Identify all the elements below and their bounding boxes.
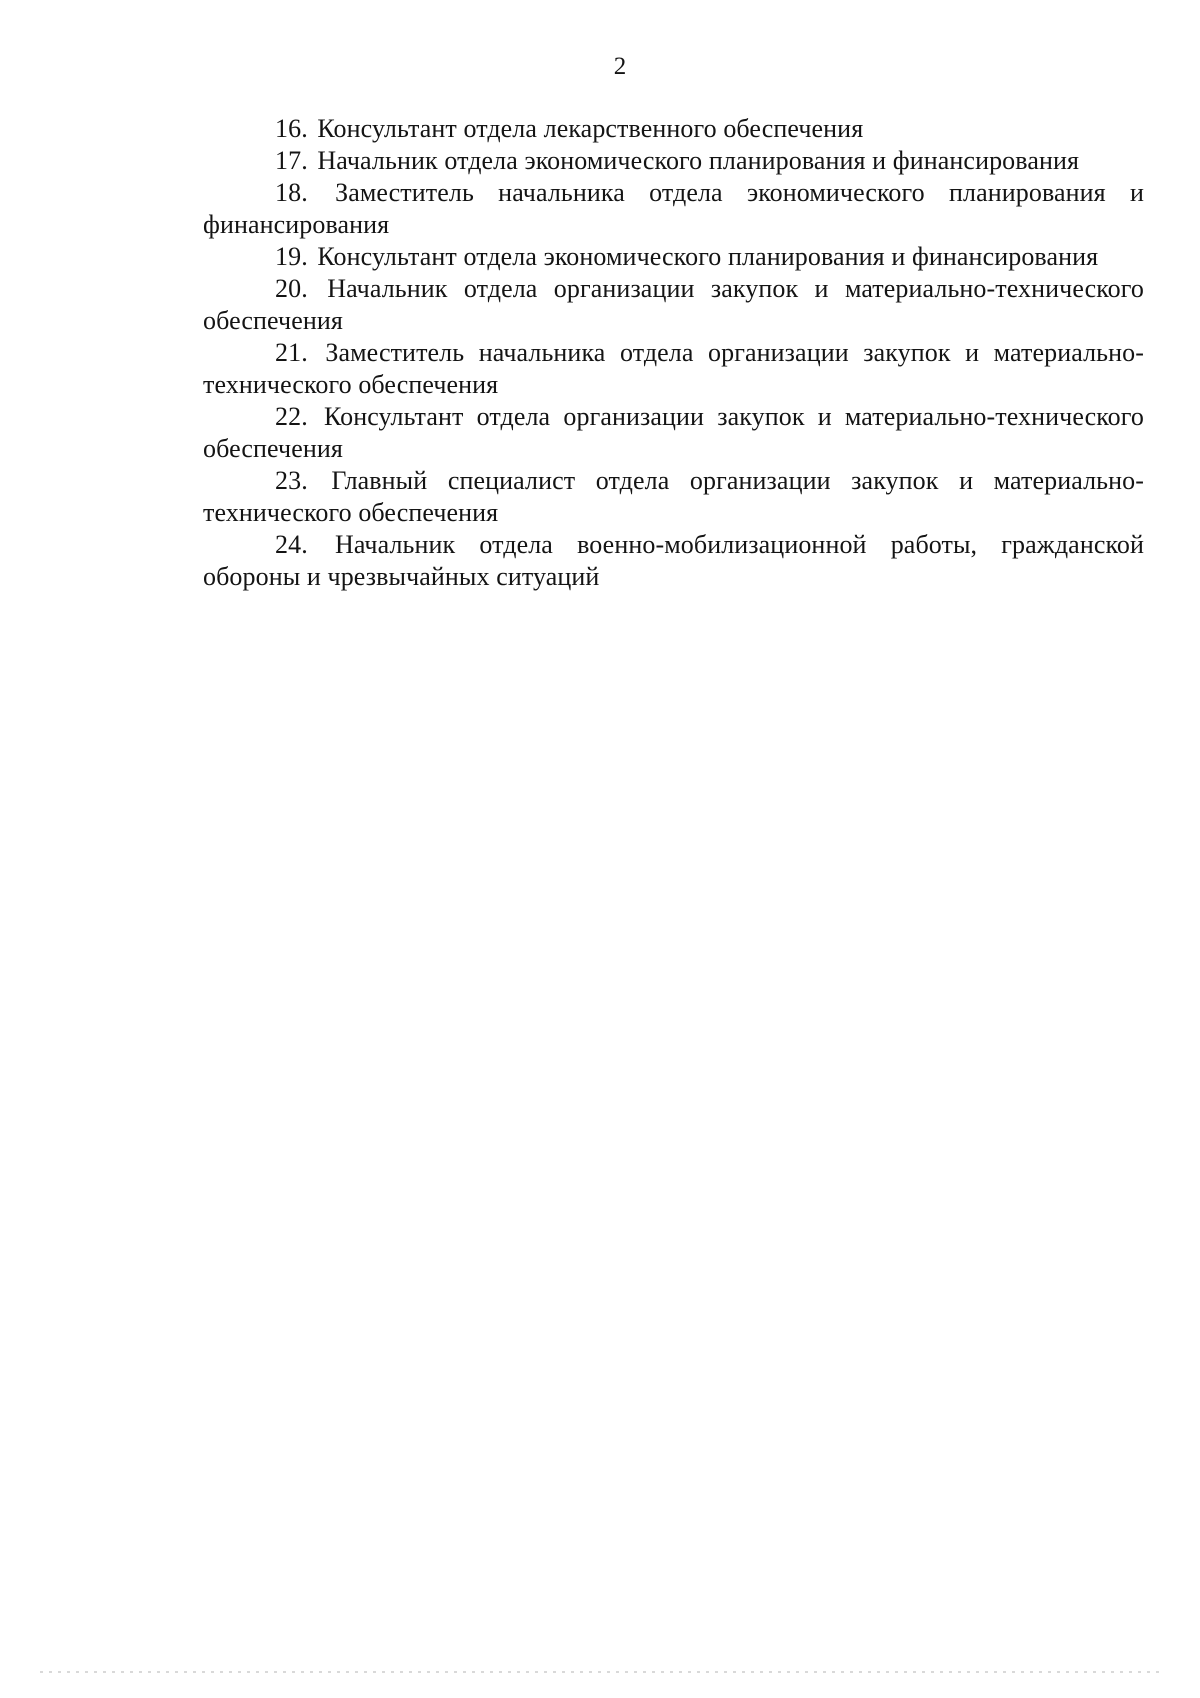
item-number: 18. <box>275 178 333 207</box>
list-item <box>203 273 1144 337</box>
list-item <box>203 177 1144 241</box>
item-text: Консультант отдела организации закупок и материально-технического обеспечения <box>203 402 1144 463</box>
list-item <box>203 529 1144 593</box>
list-item <box>203 465 1144 529</box>
item-number: 17. <box>275 146 315 175</box>
scan-edge-artifact <box>40 1671 1160 1673</box>
item-number: 16. <box>275 114 315 143</box>
item-text: Консультант отдела экономического планирования и финансирования <box>317 242 1099 271</box>
item-number: 23. <box>275 466 329 495</box>
list-item <box>203 401 1144 465</box>
item-text: Консультант отдела лекарственного обеспечения <box>317 114 864 143</box>
list-item <box>203 337 1144 401</box>
item-number: 19. <box>275 242 315 271</box>
item-text: Начальник отдела организации закупок и материально-технического обеспечения <box>203 274 1144 335</box>
item-number: 20. <box>275 274 325 303</box>
list-item <box>203 113 1144 145</box>
item-number: 21. <box>275 338 323 367</box>
item-number: 24. <box>275 530 332 559</box>
item-text: Главный специалист отдела организации закупок и материально-технического обеспечения <box>203 466 1144 527</box>
item-text: Начальник отдела военно-мобилизационной работы, гражданской обороны и чрезвычайных ситуаций <box>203 530 1145 591</box>
position-list <box>203 113 1144 593</box>
list-item <box>203 241 1144 273</box>
list-item <box>203 145 1144 177</box>
item-text: Заместитель начальника отдела организации закупок и материально-технического обеспечения <box>203 338 1144 399</box>
page-number: 2 <box>613 53 627 80</box>
item-text: Начальник отдела экономического планирования и финансирования <box>317 146 1080 175</box>
item-text: Заместитель начальника отдела экономического планирования и финансирования <box>203 178 1144 239</box>
item-number: 22. <box>275 402 321 431</box>
